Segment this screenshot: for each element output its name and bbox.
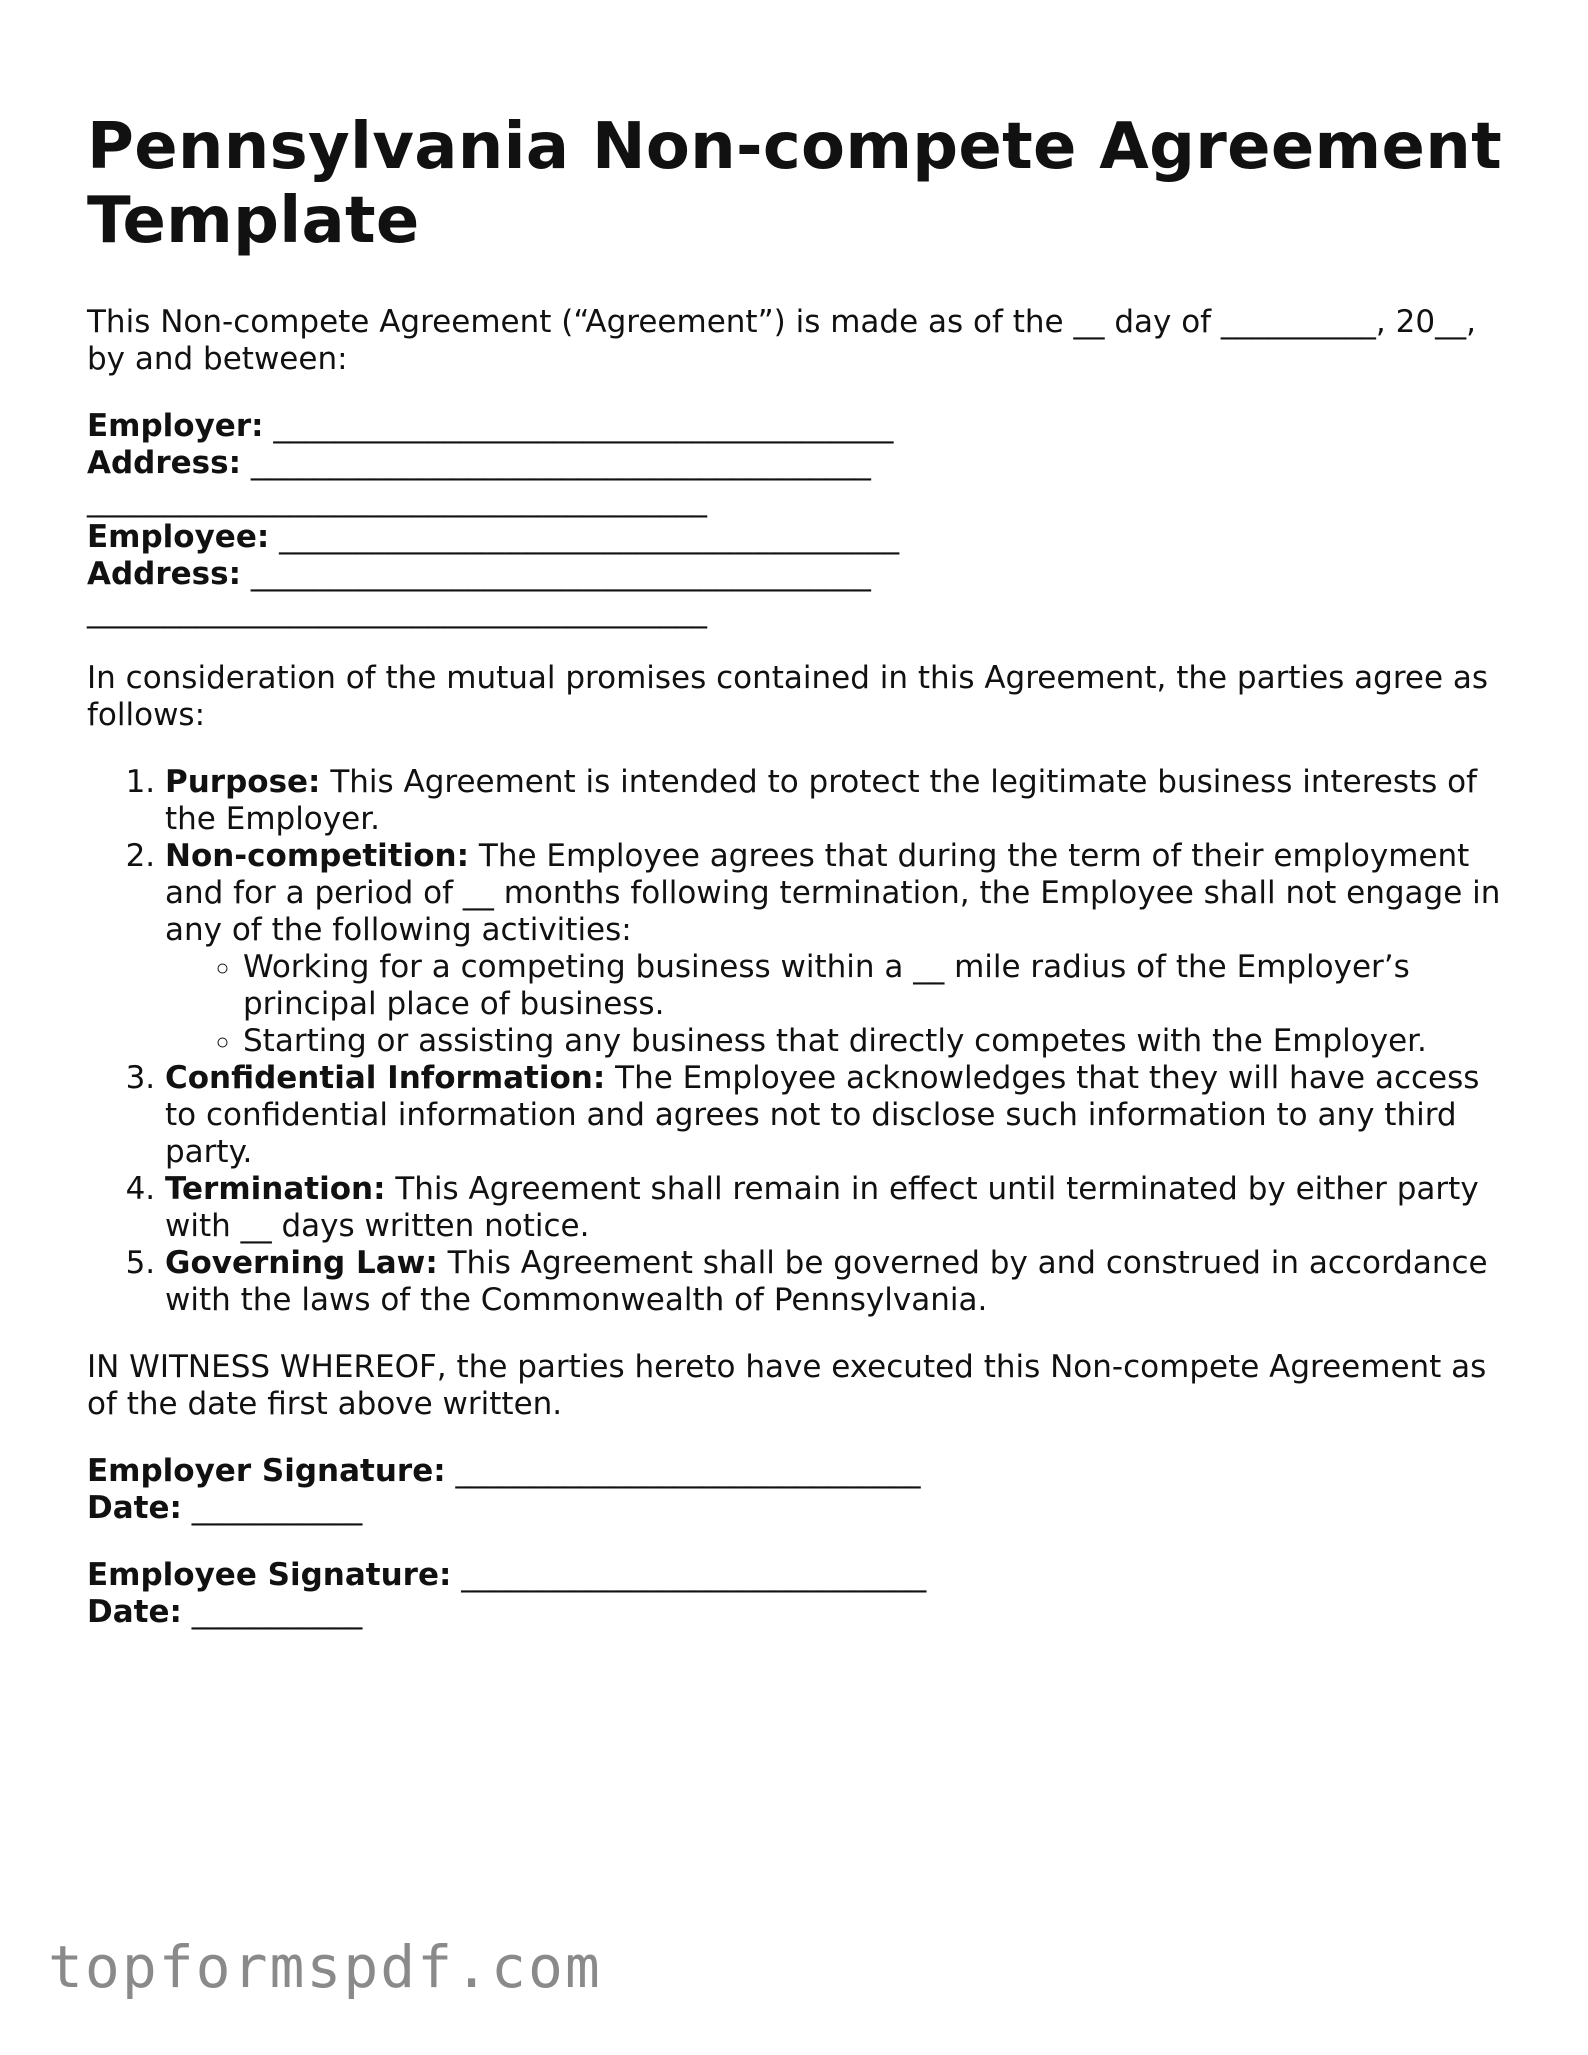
employer-signature-block [87, 1453, 1517, 1527]
activity-item: ◦ Starting or assisting any business that directly competes with the Employer. [243, 1023, 1517, 1060]
consideration-paragraph: In consideration of the mutual promises contained in this Agreement, the parties agree as follows: [87, 660, 1489, 733]
employee-signature-block [87, 1557, 1517, 1631]
activity-item: ◦ Working for a competing business within a __ mile radius of the Employer’s principal place of business. [243, 949, 1517, 1023]
employee-signature-line: Employee Signature: ______________________________ [87, 1557, 927, 1593]
employee-address-blank[interactable]: ________________________________________ [250, 556, 871, 592]
employer-date-line: Date: ___________ [87, 1490, 363, 1526]
parties-block [87, 408, 1517, 630]
employer-name-blank[interactable]: ________________________________________ [273, 408, 894, 444]
employer-address-line-2 [87, 482, 1517, 519]
employee-name-blank[interactable]: ________________________________________ [279, 519, 900, 555]
employee-address-blank-2[interactable]: ________________________________________ [87, 593, 707, 629]
employer-address-line: Address: ________________________________________ [87, 445, 871, 481]
employee-name-line: Employee: ________________________________________ [87, 519, 900, 555]
term-termination: 4. Termination: This Agreement shall remain in effect until terminated by either party with __ days written notice. [165, 1171, 1517, 1245]
employer-name-line: Employer: ________________________________________ [87, 408, 894, 444]
term-confidential-information: 3. Confidential Information: The Employee acknowledges that they will have access to confidential information and agrees not to disclose such information to any third party. [165, 1060, 1517, 1171]
witness-paragraph: IN WITNESS WHEREOF, the parties hereto have executed this Non-compete Agreement as of the date first above written. [87, 1349, 1487, 1422]
intro-paragraph: This Non-compete Agreement (“Agreement”) is made as of the __ day of __________, 20__, by and between: [87, 304, 1476, 377]
employee-address-line-2 [87, 593, 1517, 630]
employee-date-blank[interactable]: ___________ [191, 1594, 363, 1630]
term-governing-law: 5. Governing Law: This Agreement shall be governed by and construed in accordance with the laws of the Commonwealth of Pennsylvania. [165, 1245, 1517, 1319]
term-non-competition: 2. Non-competition: The Employee agrees that during the term of their employment and for a period of __ months following termination, the Employee shall not engage in any of the following activities: ◦ Working for a competing business within a __ mile radius of the Employer’s principal place of business. ◦ Starting or assisting any business that directly competes with the Employer. [165, 838, 1517, 1060]
employee-signature-blank[interactable]: ______________________________ [461, 1557, 927, 1593]
document-page [87, 110, 1517, 1631]
employee-date-line: Date: ___________ [87, 1594, 363, 1630]
employee-address-line: Address: ________________________________________ [87, 556, 871, 592]
document-title: Pennsylvania Non-compete Agreement Template [87, 110, 1502, 258]
site-watermark: topformspdf.com [48, 1933, 602, 2001]
non-competition-activities [165, 949, 1517, 1060]
employer-date-blank[interactable]: ___________ [191, 1490, 363, 1526]
term-purpose: 1. Purpose: This Agreement is intended to protect the legitimate business interests of the Employer. [165, 764, 1517, 838]
employer-signature-blank[interactable]: ______________________________ [455, 1453, 921, 1489]
employer-address-blank[interactable]: ________________________________________ [250, 445, 871, 481]
employer-signature-line: Employer Signature: ______________________________ [87, 1453, 921, 1489]
employer-address-blank-2[interactable]: ________________________________________ [87, 482, 707, 518]
terms-list [87, 764, 1517, 1319]
